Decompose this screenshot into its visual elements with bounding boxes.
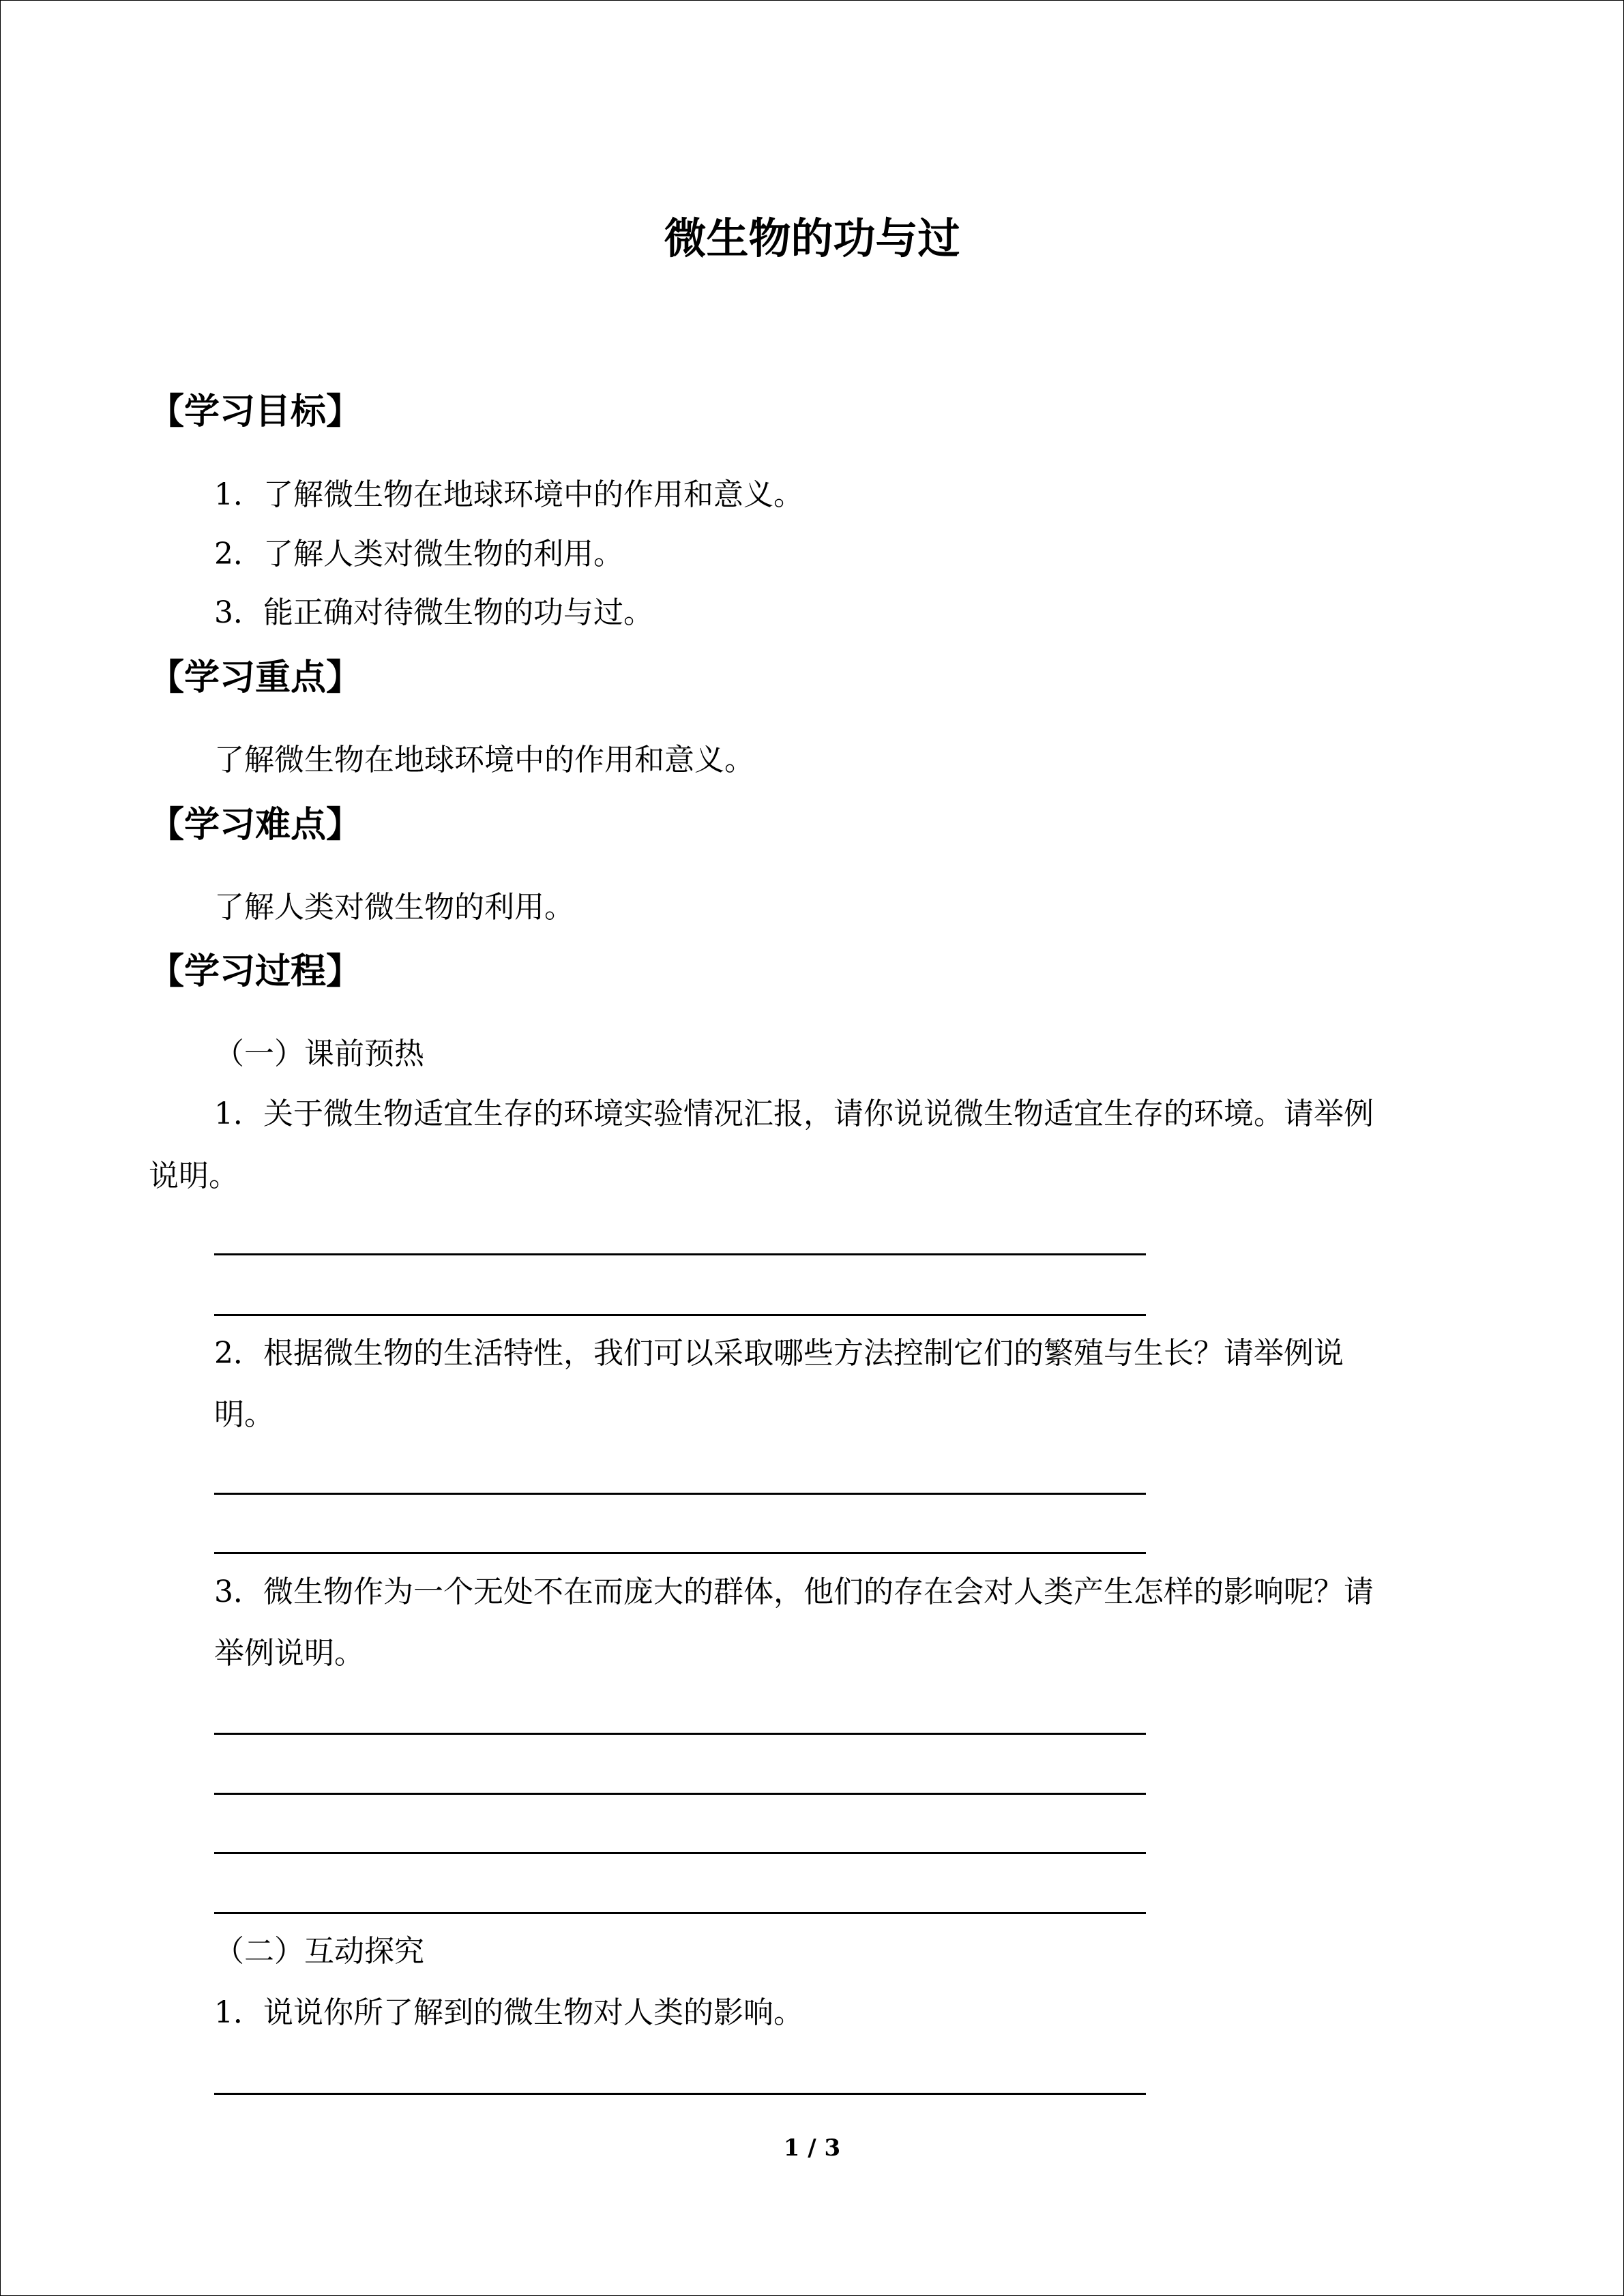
objective-item-3: 3．能正确对待微生物的功与过。 — [214, 595, 653, 630]
answer-blank[interactable] — [214, 1314, 1146, 1316]
objective-item-1: 1．了解微生物在地球环境中的作用和意义。 — [214, 477, 803, 512]
part2-label: （二）互动探究 — [214, 1934, 424, 1969]
part1-question-3-line2: 举例说明。 — [214, 1636, 364, 1671]
part1-question-2-line2: 明。 — [214, 1397, 274, 1432]
answer-blank[interactable] — [214, 2093, 1146, 2095]
answer-blank[interactable] — [214, 1733, 1146, 1735]
answer-blank[interactable] — [214, 1912, 1146, 1914]
heading-objectives: 【学习目标】 — [149, 391, 362, 432]
answer-blank[interactable] — [214, 1852, 1146, 1854]
page-number: 1 / 3 — [783, 2134, 841, 2162]
heading-process: 【学习过程】 — [149, 951, 362, 992]
part1-question-3-line1: 3．微生物作为一个无处不在而庞大的群体，他们的存在会对人类产生怎样的影响呢？请 — [214, 1575, 1374, 1609]
answer-blank[interactable] — [214, 1793, 1146, 1795]
part2-question-1: 1．说说你所了解到的微生物对人类的影响。 — [214, 1995, 803, 2030]
objective-item-2: 2．了解人类对微生物的利用。 — [214, 537, 623, 571]
answer-blank[interactable] — [214, 1552, 1146, 1554]
difficulties-text: 了解人类对微生物的利用。 — [214, 890, 574, 925]
heading-difficulties: 【学习难点】 — [149, 805, 362, 846]
page-title: 微生物的功与过 — [664, 213, 960, 263]
part1-label: （一）课前预热 — [214, 1037, 424, 1071]
part1-question-1-line1: 1．关于微生物适宜生存的环境实验情况汇报，请你说说微生物适宜生存的环境。请举例 — [214, 1097, 1374, 1131]
answer-blank[interactable] — [214, 1493, 1146, 1495]
answer-blank[interactable] — [214, 1253, 1146, 1255]
key-points-text: 了解微生物在地球环境中的作用和意义。 — [214, 743, 754, 777]
heading-key-points: 【学习重点】 — [149, 657, 362, 698]
part1-question-1-line2: 说明。 — [149, 1159, 239, 1193]
part1-question-2-line1: 2．根据微生物的生活特性，我们可以采取哪些方法控制它们的繁殖与生长？请举例说 — [214, 1336, 1344, 1371]
